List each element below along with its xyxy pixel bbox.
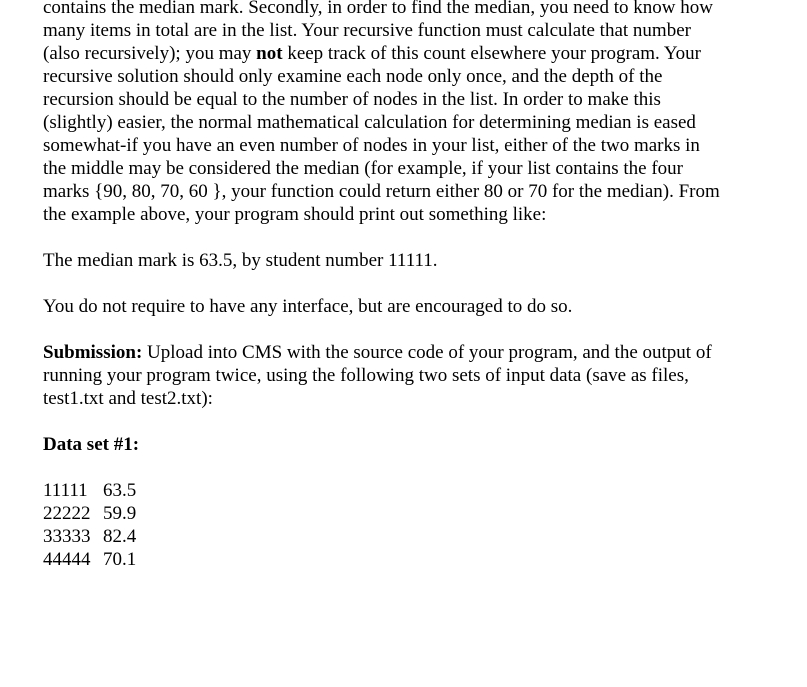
text-line: the example above, your program should print out something like: xyxy=(43,204,547,225)
text-line: (slightly) easier, the normal mathematical calculation for determining median is eased xyxy=(43,112,696,133)
submission-line xyxy=(43,341,783,364)
data-set-heading: Data set #1: xyxy=(43,434,140,455)
text-line: recursion should be equal to the number of nodes in the list. In order to make this xyxy=(43,89,661,110)
text-line: contains the median mark. Secondly, in order to find the median, you need to know how xyxy=(43,0,713,18)
text-line: many items in total are in the list. Your recursive function must calculate that number xyxy=(43,20,691,41)
text-line: running your program twice, using the following two sets of input data (save as files, xyxy=(43,365,689,386)
data-row xyxy=(43,502,783,525)
student-id: 44444 xyxy=(43,549,91,570)
submission-label: Submission: xyxy=(43,342,143,363)
text-line: somewhat-if you have an even number of nodes in your list, either of the two marks in xyxy=(43,135,700,156)
text-segment: Upload into CMS with the source code of your program, and the output of xyxy=(142,342,712,363)
text-segment: (also recursively); you may xyxy=(43,43,257,64)
data-row xyxy=(43,479,783,502)
text-line: recursive solution should only examine each node only once, and the depth of the xyxy=(43,66,663,87)
data-row xyxy=(43,548,783,571)
interface-note: You do not require to have any interface, but are encouraged to do so. xyxy=(43,296,573,317)
text-line: marks {90, 80, 70, 60 }, your function could return either 80 or 70 for the median). From xyxy=(43,181,720,202)
text-segment: keep track of this count elsewhere your program. Your xyxy=(282,43,701,64)
emphasis-not: not xyxy=(256,43,283,64)
text-line: test1.txt and test2.txt): xyxy=(43,388,213,409)
text-line-with-emphasis xyxy=(43,42,783,65)
student-id: 22222 xyxy=(43,503,91,524)
submission-paragraph xyxy=(43,341,783,410)
data-set-list xyxy=(43,479,783,571)
student-mark: 63.5 xyxy=(103,480,137,501)
student-mark: 82.4 xyxy=(103,526,137,547)
data-row xyxy=(43,525,783,548)
instructions-paragraph xyxy=(43,0,783,226)
text-line: the middle may be considered the median (for example, if your list contains the four xyxy=(43,158,683,179)
output-example: The median mark is 63.5, by student number 11111. xyxy=(43,250,438,271)
student-id: 33333 xyxy=(43,526,91,547)
student-id: 11111 xyxy=(43,480,88,501)
student-mark: 70.1 xyxy=(103,549,137,570)
document-page xyxy=(43,0,783,571)
student-mark: 59.9 xyxy=(103,503,137,524)
